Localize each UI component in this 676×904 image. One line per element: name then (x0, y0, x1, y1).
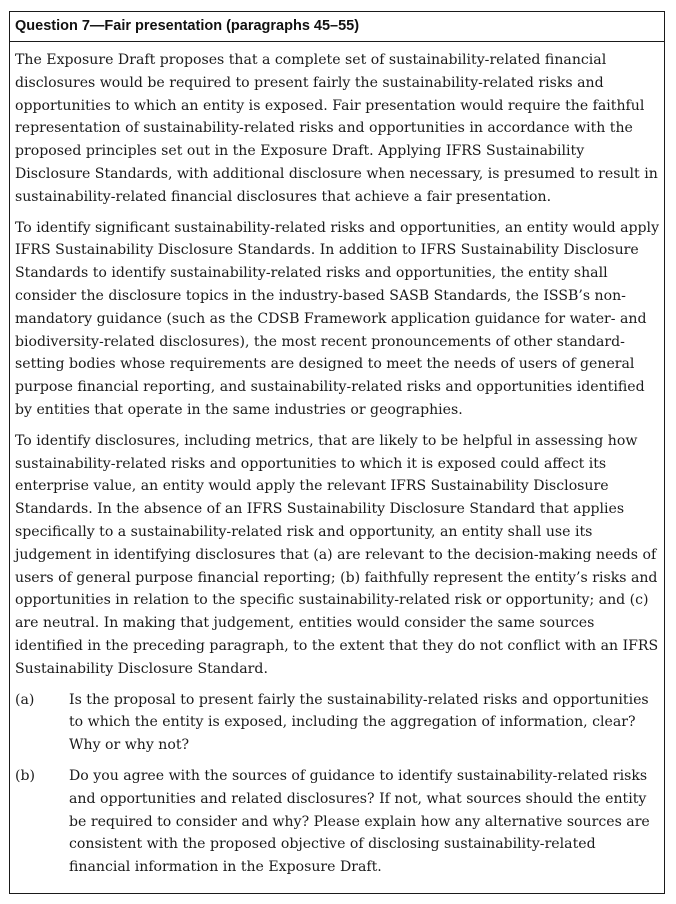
question-box (9, 11, 665, 894)
question-body (10, 42, 664, 879)
paragraph-identify-disclosures: To identify disclosures, including metrics, that are likely to be helpful in assessing how sustainability-related risks and opportunities to which it is exposed could affect its enterprise value, an entity would apply the relevant IFRS Sustainability Disclosure Standards. In the absence of an IFRS Sustainability Disclosure Standard that applies specifically to a sustainability-related risk and opportunity, an entity shall use its judgement in identifying disclosures that (a) are relevant to the decision-making needs of users of general purpose financial reporting; (b) faithfully represent the entity’s risks and opportunities in relation to the specific sustainability-related risk or opportunity; and (c) are neutral. In making that judgement, entities would consider the same sources identified in the preceding paragraph, to the extent that they do not conflict with an IFRS Sustainability Disclosure Standard. (15, 432, 659, 677)
sub-question-text: Do you agree with the sources of guidance to identify sustainability-related risks and opportunities and related disclosures? If not, what sources should the entity be required to consider and why? Please explain how any alternative sources are consistent with the proposed objective of disclosing sustainability-related financial information in the Exposure Draft. (69, 767, 650, 876)
sub-question-label: (a) (15, 691, 35, 708)
sub-question-label: (b) (15, 767, 36, 784)
question-title: Question 7—Fair presentation (paragraphs 45–55) (10, 12, 664, 42)
sub-question-text: Is the proposal to present fairly the sustainability-related risks and opportunities to which the entity is exposed, including the aggregation of information, clear? Why or why not? (69, 691, 649, 754)
paragraph-exposure-draft: The Exposure Draft proposes that a complete set of sustainability-related financial disclosures would be required to present fairly the sustainability-related risks and opportunities to which an entity is exposed. Fair presentation would require the faithful representation of sustainability-related risks and opportunities in accordance with the proposed principles set out in the Exposure Draft. Applying IFRS Sustainability Disclosure Standards, with additional disclosure when necessary, is presumed to result in sustainability-related financial disclosures that achieve a fair presentation. (15, 52, 658, 205)
paragraph-identify-risks: To identify significant sustainability-related risks and opportunities, an entity would apply IFRS Sustainability Disclosure Standards. In addition to IFRS Sustainability Disclosure Standards to identify sustainability-related risks and opportunities, the entity shall consider the disclosure topics in the industry-based SASB Standards, the ISSB’s non-mandatory guidance (such as the CDSB Framework application guidance for water- and biodiversity-related disclosures), the most recent pronouncements of other standard-setting bodies whose requirements are designed to meet the needs of users of general purpose financial reporting, and sustainability-related risks and opportunities identified by entities that operate in the same industries or geographies. (15, 219, 660, 418)
sub-question-b (15, 765, 661, 879)
sub-question-a (15, 689, 661, 757)
